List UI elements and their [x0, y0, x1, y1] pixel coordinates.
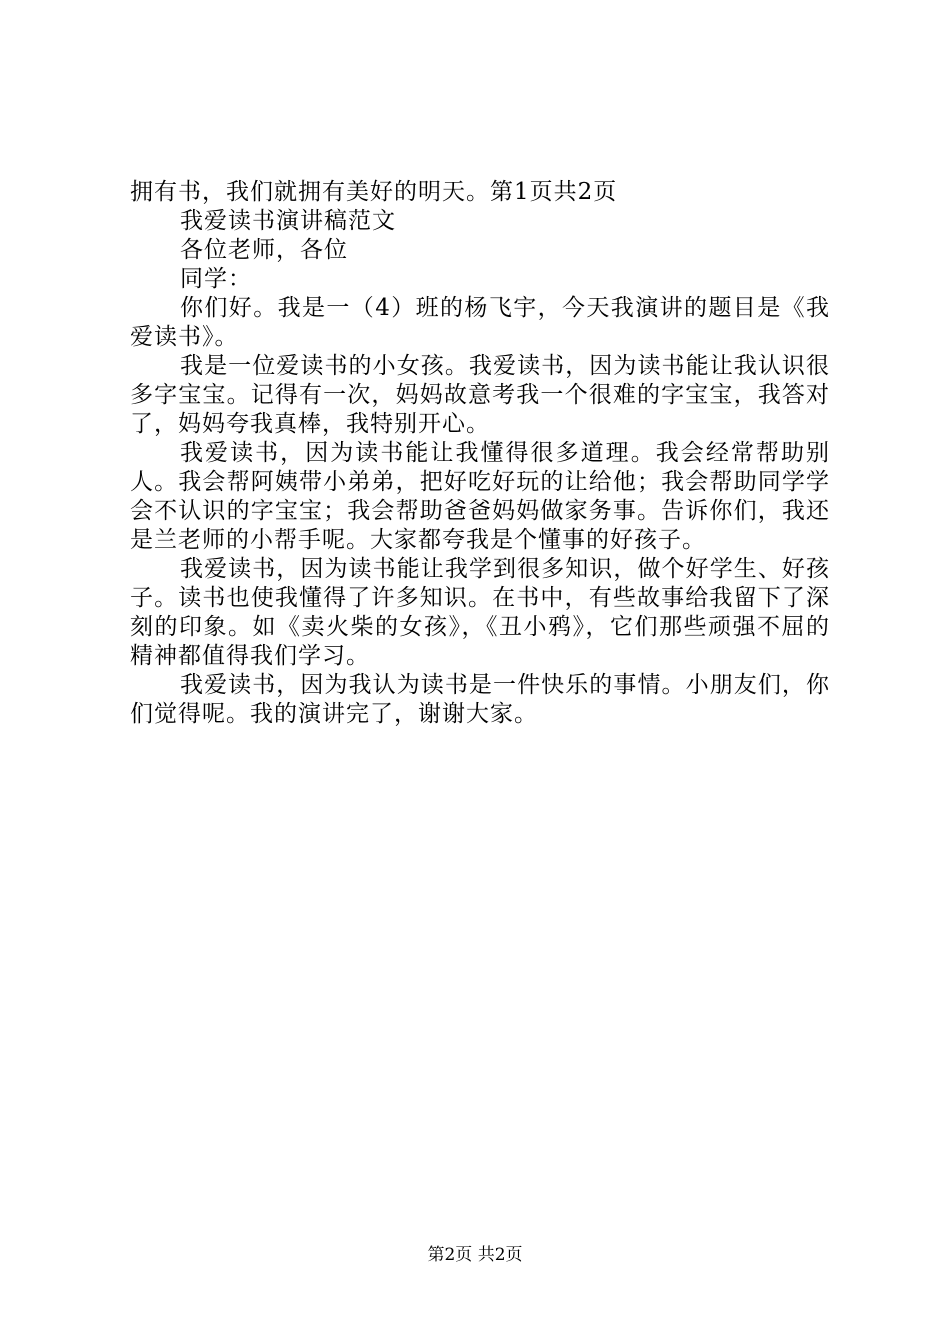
page-number: 第2页 共2页	[427, 1245, 523, 1265]
paragraph-3: 我爱读书，因为读书能让我学到很多知识，做个好学生、好孩子。读书也使我懂得了许多知识。在书中，有些故事给我留下了深刻的印象。如《卖火柴的女孩》，《丑小鸦》，它们那些顽强不屈的精神都值得我们学习。	[130, 556, 830, 669]
document-body	[130, 178, 830, 729]
salutation-line-1: 各位老师，各位	[180, 237, 348, 263]
salutation-line-2: 同学：	[180, 266, 252, 292]
continuation-line: 拥有书，我们就拥有美好的明天。第1页共2页	[130, 179, 618, 205]
paragraph-1: 我是一位爱读书的小女孩。我爱读书，因为读书能让我认识很多字宝宝。记得有一次，妈妈故意考我一个很难的字宝宝，我答对了，妈妈夸我真棒，我特别开心。	[130, 353, 830, 437]
page-footer	[0, 1245, 950, 1265]
paragraph-2: 我爱读书，因为读书能让我懂得很多道理。我会经常帮助别人。我会帮阿姨带小弟弟，把好吃好玩的让给他；我会帮助同学学会不认识的字宝宝；我会帮助爸爸妈妈做家务事。告诉你们，我还是兰老师的小帮手呢。大家都夸我是个懂事的好孩子。	[130, 440, 830, 553]
paragraph-greeting: 你们好。我是一（4）班的杨飞宇，今天我演讲的题目是《我爱读书》。	[130, 295, 830, 350]
document-title: 我爱读书演讲稿范文	[180, 208, 396, 234]
paragraph-closing: 我爱读书，因为我认为读书是一件快乐的事情。小朋友们，你们觉得呢。我的演讲完了，谢谢大家。	[130, 672, 830, 727]
